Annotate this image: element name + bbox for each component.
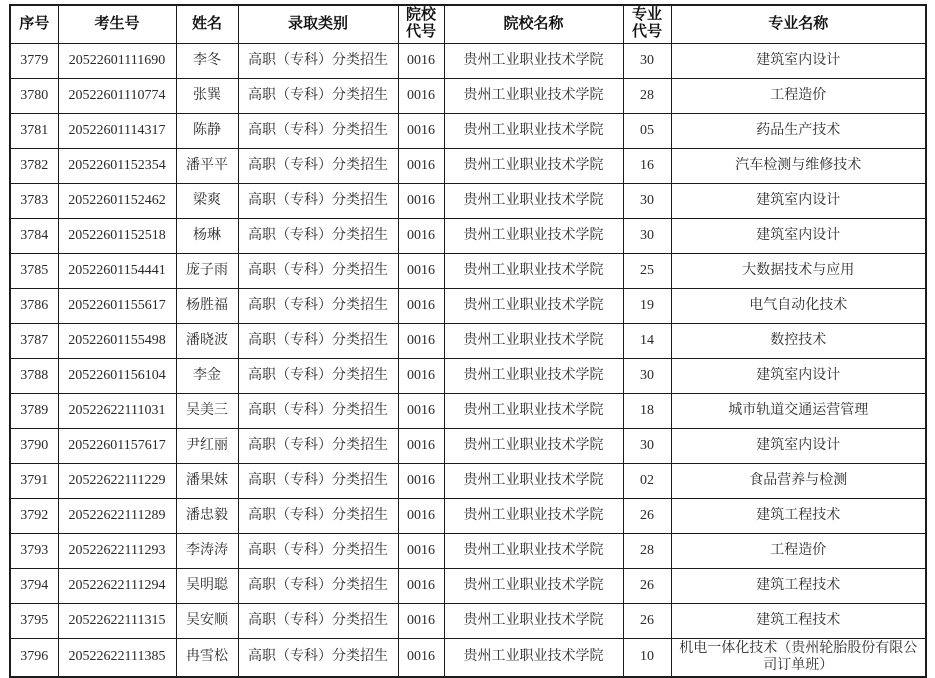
cell-serial: 3793	[10, 533, 58, 568]
cell-serial: 3792	[10, 498, 58, 533]
cell-college-code: 0016	[398, 288, 444, 323]
cell-name: 杨胜福	[176, 288, 238, 323]
cell-serial: 3790	[10, 428, 58, 463]
cell-major-name: 机电一体化技术（贵州轮胎股份有限公司订单班）	[671, 638, 926, 677]
cell-college-name: 贵州工业职业技术学院	[444, 218, 623, 253]
cell-admission-category: 高职（专科）分类招生	[238, 428, 398, 463]
table-body	[10, 43, 926, 677]
cell-candidate-number: 20522601111690	[58, 43, 176, 78]
cell-college-name: 贵州工业职业技术学院	[444, 463, 623, 498]
cell-major-code: 28	[623, 78, 671, 113]
table-row	[10, 498, 926, 533]
cell-college-name: 贵州工业职业技术学院	[444, 428, 623, 463]
cell-major-name: 药品生产技术	[671, 113, 926, 148]
cell-college-code: 0016	[398, 393, 444, 428]
cell-serial: 3782	[10, 148, 58, 183]
cell-college-code: 0016	[398, 253, 444, 288]
table-row	[10, 218, 926, 253]
cell-candidate-number: 20522601152462	[58, 183, 176, 218]
cell-candidate-number: 20522622111229	[58, 463, 176, 498]
cell-admission-category: 高职（专科）分类招生	[238, 43, 398, 78]
cell-admission-category: 高职（专科）分类招生	[238, 463, 398, 498]
cell-candidate-number: 20522601155498	[58, 323, 176, 358]
cell-candidate-number: 20522601157617	[58, 428, 176, 463]
cell-name: 潘果妹	[176, 463, 238, 498]
cell-college-code: 0016	[398, 638, 444, 677]
cell-major-code: 14	[623, 323, 671, 358]
cell-name: 冉雪松	[176, 638, 238, 677]
cell-name: 李涛涛	[176, 533, 238, 568]
cell-major-code: 25	[623, 253, 671, 288]
cell-candidate-number: 20522601154441	[58, 253, 176, 288]
cell-admission-category: 高职（专科）分类招生	[238, 638, 398, 677]
cell-name: 尹红丽	[176, 428, 238, 463]
cell-name: 吴安顺	[176, 603, 238, 638]
column-header-name: 姓名	[176, 5, 238, 43]
cell-name: 陈静	[176, 113, 238, 148]
cell-name: 潘晓波	[176, 323, 238, 358]
cell-name: 李金	[176, 358, 238, 393]
table-row	[10, 393, 926, 428]
cell-college-name: 贵州工业职业技术学院	[444, 113, 623, 148]
table-row	[10, 428, 926, 463]
admission-table	[9, 4, 927, 678]
cell-major-name: 建筑室内设计	[671, 43, 926, 78]
column-header-major-code: 专业代号	[623, 5, 671, 43]
table-row	[10, 113, 926, 148]
cell-serial: 3780	[10, 78, 58, 113]
cell-admission-category: 高职（专科）分类招生	[238, 218, 398, 253]
cell-major-code: 18	[623, 393, 671, 428]
cell-admission-category: 高职（专科）分类招生	[238, 393, 398, 428]
cell-college-name: 贵州工业职业技术学院	[444, 638, 623, 677]
cell-serial: 3794	[10, 568, 58, 603]
column-header-college-code: 院校代号	[398, 5, 444, 43]
cell-major-code: 30	[623, 43, 671, 78]
cell-college-name: 贵州工业职业技术学院	[444, 43, 623, 78]
table-row	[10, 358, 926, 393]
table-row	[10, 568, 926, 603]
cell-college-code: 0016	[398, 463, 444, 498]
cell-serial: 3783	[10, 183, 58, 218]
cell-major-code: 10	[623, 638, 671, 677]
cell-serial: 3788	[10, 358, 58, 393]
column-header-college-name: 院校名称	[444, 5, 623, 43]
cell-major-name: 大数据技术与应用	[671, 253, 926, 288]
cell-admission-category: 高职（专科）分类招生	[238, 498, 398, 533]
cell-major-code: 05	[623, 113, 671, 148]
cell-candidate-number: 20522601152518	[58, 218, 176, 253]
cell-college-name: 贵州工业职业技术学院	[444, 568, 623, 603]
cell-admission-category: 高职（专科）分类招生	[238, 358, 398, 393]
cell-major-name: 建筑工程技术	[671, 568, 926, 603]
cell-major-name: 建筑室内设计	[671, 218, 926, 253]
cell-candidate-number: 20522622111031	[58, 393, 176, 428]
cell-candidate-number: 20522601114317	[58, 113, 176, 148]
cell-candidate-number: 20522622111315	[58, 603, 176, 638]
cell-college-code: 0016	[398, 498, 444, 533]
cell-college-code: 0016	[398, 148, 444, 183]
cell-major-name: 工程造价	[671, 533, 926, 568]
cell-major-code: 30	[623, 428, 671, 463]
column-header-major-name: 专业名称	[671, 5, 926, 43]
cell-serial: 3789	[10, 393, 58, 428]
cell-college-code: 0016	[398, 603, 444, 638]
cell-serial: 3785	[10, 253, 58, 288]
cell-candidate-number: 20522601155617	[58, 288, 176, 323]
cell-serial: 3784	[10, 218, 58, 253]
cell-major-code: 26	[623, 498, 671, 533]
cell-college-name: 贵州工业职业技术学院	[444, 148, 623, 183]
cell-name: 潘平平	[176, 148, 238, 183]
table-row	[10, 78, 926, 113]
cell-major-name: 食品营养与检测	[671, 463, 926, 498]
cell-serial: 3791	[10, 463, 58, 498]
cell-college-name: 贵州工业职业技术学院	[444, 498, 623, 533]
cell-name: 潘忠毅	[176, 498, 238, 533]
cell-major-code: 26	[623, 603, 671, 638]
cell-college-name: 贵州工业职业技术学院	[444, 78, 623, 113]
table-row	[10, 288, 926, 323]
table-row	[10, 43, 926, 78]
cell-name: 吴明聪	[176, 568, 238, 603]
cell-serial: 3781	[10, 113, 58, 148]
cell-college-code: 0016	[398, 113, 444, 148]
cell-college-code: 0016	[398, 43, 444, 78]
cell-college-code: 0016	[398, 358, 444, 393]
cell-college-code: 0016	[398, 323, 444, 358]
cell-major-name: 建筑工程技术	[671, 498, 926, 533]
cell-college-name: 贵州工业职业技术学院	[444, 533, 623, 568]
cell-major-code: 30	[623, 183, 671, 218]
cell-college-name: 贵州工业职业技术学院	[444, 603, 623, 638]
cell-college-name: 贵州工业职业技术学院	[444, 393, 623, 428]
cell-major-name: 建筑室内设计	[671, 183, 926, 218]
table-row	[10, 603, 926, 638]
cell-admission-category: 高职（专科）分类招生	[238, 323, 398, 358]
cell-serial: 3795	[10, 603, 58, 638]
cell-admission-category: 高职（专科）分类招生	[238, 533, 398, 568]
cell-admission-category: 高职（专科）分类招生	[238, 603, 398, 638]
cell-college-name: 贵州工业职业技术学院	[444, 288, 623, 323]
cell-admission-category: 高职（专科）分类招生	[238, 78, 398, 113]
table-row	[10, 148, 926, 183]
cell-name: 梁爽	[176, 183, 238, 218]
header-row	[10, 5, 926, 43]
cell-admission-category: 高职（专科）分类招生	[238, 568, 398, 603]
table-row	[10, 463, 926, 498]
cell-serial: 3779	[10, 43, 58, 78]
cell-college-name: 贵州工业职业技术学院	[444, 253, 623, 288]
cell-major-name: 汽车检测与维修技术	[671, 148, 926, 183]
cell-candidate-number: 20522601152354	[58, 148, 176, 183]
cell-college-name: 贵州工业职业技术学院	[444, 183, 623, 218]
cell-major-name: 工程造价	[671, 78, 926, 113]
cell-name: 吴美三	[176, 393, 238, 428]
column-header-serial: 序号	[10, 5, 58, 43]
cell-serial: 3786	[10, 288, 58, 323]
cell-admission-category: 高职（专科）分类招生	[238, 113, 398, 148]
cell-name: 李冬	[176, 43, 238, 78]
cell-admission-category: 高职（专科）分类招生	[238, 253, 398, 288]
cell-college-name: 贵州工业职业技术学院	[444, 358, 623, 393]
cell-candidate-number: 20522622111385	[58, 638, 176, 677]
cell-college-code: 0016	[398, 533, 444, 568]
cell-college-name: 贵州工业职业技术学院	[444, 323, 623, 358]
cell-name: 杨琳	[176, 218, 238, 253]
table-row	[10, 533, 926, 568]
cell-major-name: 城市轨道交通运营管理	[671, 393, 926, 428]
cell-candidate-number: 20522622111294	[58, 568, 176, 603]
cell-name: 张巽	[176, 78, 238, 113]
cell-college-code: 0016	[398, 568, 444, 603]
cell-major-code: 16	[623, 148, 671, 183]
table-row	[10, 183, 926, 218]
table-row	[10, 323, 926, 358]
cell-major-code: 19	[623, 288, 671, 323]
table-row	[10, 638, 926, 677]
cell-major-code: 26	[623, 568, 671, 603]
cell-admission-category: 高职（专科）分类招生	[238, 148, 398, 183]
cell-candidate-number: 20522622111293	[58, 533, 176, 568]
cell-major-name: 建筑工程技术	[671, 603, 926, 638]
cell-candidate-number: 20522622111289	[58, 498, 176, 533]
cell-major-name: 电气自动化技术	[671, 288, 926, 323]
cell-college-code: 0016	[398, 428, 444, 463]
cell-candidate-number: 20522601156104	[58, 358, 176, 393]
column-header-candidate-number: 考生号	[58, 5, 176, 43]
cell-serial: 3796	[10, 638, 58, 677]
table-row	[10, 253, 926, 288]
cell-major-name: 数控技术	[671, 323, 926, 358]
cell-serial: 3787	[10, 323, 58, 358]
cell-college-code: 0016	[398, 183, 444, 218]
cell-candidate-number: 20522601110774	[58, 78, 176, 113]
cell-college-code: 0016	[398, 218, 444, 253]
cell-major-code: 30	[623, 218, 671, 253]
cell-major-code: 30	[623, 358, 671, 393]
cell-major-name: 建筑室内设计	[671, 358, 926, 393]
cell-college-code: 0016	[398, 78, 444, 113]
cell-major-code: 28	[623, 533, 671, 568]
cell-major-name: 建筑室内设计	[671, 428, 926, 463]
column-header-admission-category: 录取类别	[238, 5, 398, 43]
cell-name: 庞子雨	[176, 253, 238, 288]
cell-major-code: 02	[623, 463, 671, 498]
cell-admission-category: 高职（专科）分类招生	[238, 183, 398, 218]
cell-admission-category: 高职（专科）分类招生	[238, 288, 398, 323]
